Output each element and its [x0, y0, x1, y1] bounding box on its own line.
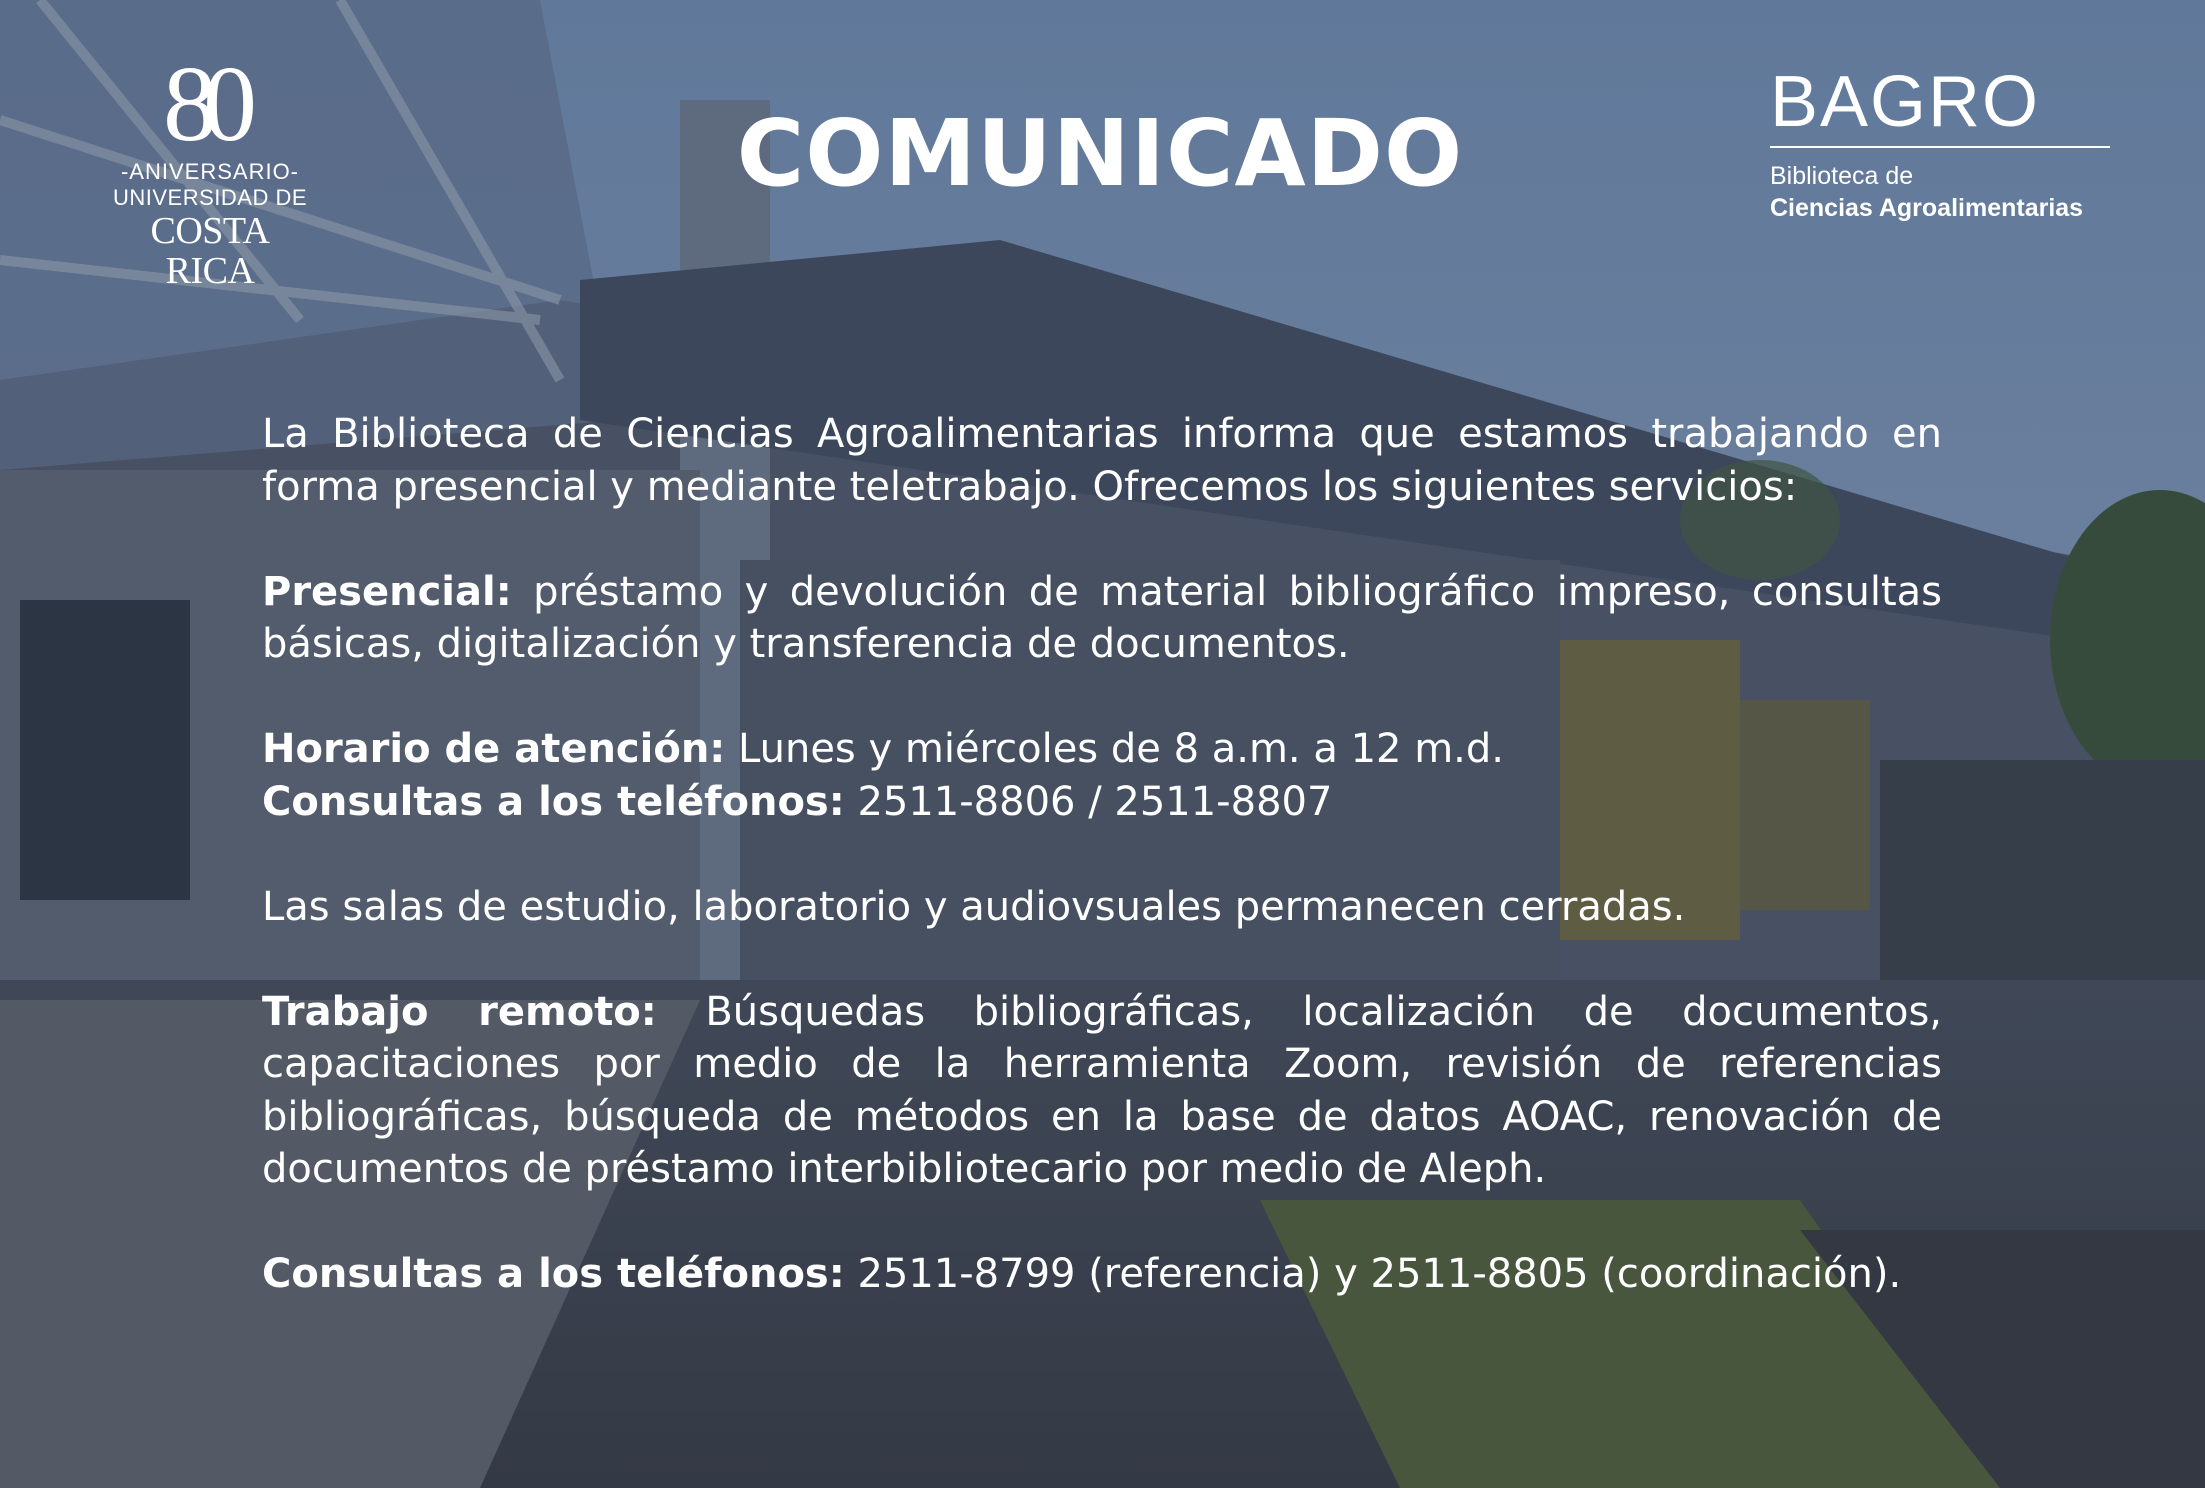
- ucr-logo-anniversary: -ANIVERSARIO-: [120, 159, 300, 184]
- consultas-label-2: Consultas a los teléfonos:: [262, 1251, 845, 1297]
- bagro-logo-divider: [1770, 146, 2110, 148]
- schedule-paragraph: [262, 723, 1942, 828]
- announcement-body: [262, 408, 1942, 1353]
- ucr-logo-university: UNIVERSIDAD DE: [112, 185, 308, 210]
- remoto-label: Trabajo remoto:: [262, 988, 657, 1035]
- consultas-paragraph-2: [262, 1248, 1942, 1301]
- consultas-label-1: Consultas a los teléfonos:: [262, 778, 845, 825]
- horario-text: Lunes y miércoles de 8 a.m. a 12 m.d.: [725, 726, 1504, 772]
- page-title: COMUNICADO: [736, 100, 1464, 207]
- horario-label: Horario de atención:: [262, 726, 726, 772]
- remoto-text: Búsquedas bibliográficas, localización de documentos, capacitaciones por medio de la herramienta Zoom, revisión de referencias bibliográficas, búsqueda de métodos en la base de datos AOAC, renovación de documentos de préstamo interbibliotecario por medio de Aleph.: [262, 988, 1943, 1192]
- bagro-logo-name: BAGRO: [1770, 62, 2041, 142]
- ucr-logo-costa-rica: COSTA RICA: [150, 210, 270, 292]
- ucr-logo-number: 80: [163, 45, 243, 164]
- bagro-logo-subtitle-1: Biblioteca de: [1770, 162, 1914, 190]
- salas-paragraph: Las salas de estudio, laboratorio y audiovsuales permanecen cerradas.: [262, 883, 1686, 930]
- remoto-paragraph: [262, 986, 1942, 1196]
- bagro-logo-subtitle-2: Ciencias Agroalimentarias: [1770, 194, 2084, 222]
- presencial-paragraph: [262, 566, 1942, 671]
- consultas-phones-2: 2511-8799 (referencia) y 2511-8805 (coordinación).: [844, 1251, 1902, 1297]
- consultas-phones-1: 2511-8806 / 2511-8807: [844, 778, 1333, 825]
- presencial-text: préstamo y devolución de material bibliográfico impreso, consultas básicas, digitalización y transferencia de documentos.: [262, 568, 1942, 667]
- bagro-logo: [1770, 60, 2110, 224]
- intro-paragraph: La Biblioteca de Ciencias Agroalimentarias informa que estamos trabajando en forma presencial y mediante teletrabajo. Ofrecemos los siguientes servicios:: [262, 411, 1942, 510]
- presencial-label: Presencial:: [262, 568, 512, 615]
- ucr-80-anniversary-logo: [110, 45, 310, 292]
